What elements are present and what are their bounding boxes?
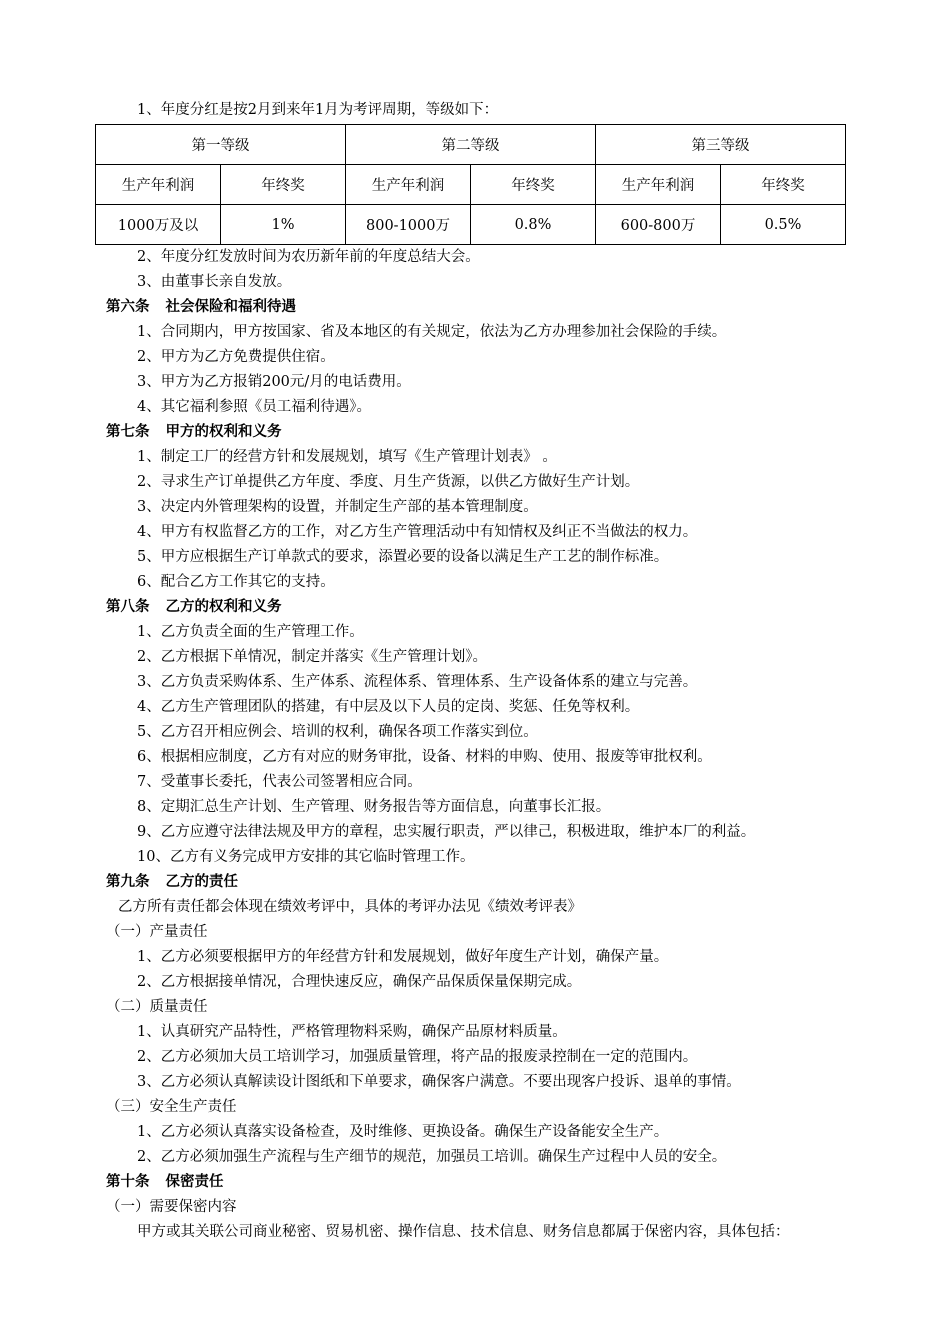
article-10-heading <box>106 1172 224 1192</box>
list-item: 2、寻求生产订单提供乙方年度、季度、月生产货源，以供乙方做好生产计划。 <box>137 474 640 490</box>
list-item: 3、乙方必须认真解读设计图纸和下单要求，确保客户满意。不要出现客户投诉、退单的事情。 <box>137 1074 741 1090</box>
article-title: 社会保险和福利待遇 <box>165 298 296 315</box>
article-title: 甲方的权利和义务 <box>165 423 282 440</box>
list-item: 3、乙方负责采购体系、生产体系、流程体系、管理体系、生产设备体系的建立与完善。 <box>137 674 698 690</box>
level-1-profit: 1000万及以 <box>96 205 221 245</box>
article-number: 第十条 <box>106 1173 150 1190</box>
table-row <box>96 205 846 245</box>
article-8-heading <box>106 597 282 617</box>
list-item: 1、乙方必须要根据甲方的年经营方针和发展规划，做好年度生产计划，确保产量。 <box>137 949 669 965</box>
level-3-profit: 600-800万 <box>596 205 721 245</box>
bonus-header: 年终奖 <box>721 165 846 205</box>
level-2-bonus: 0.8% <box>471 205 596 245</box>
section-heading: （二）质量责任 <box>106 999 208 1015</box>
level-2-profit: 800-1000万 <box>346 205 471 245</box>
profit-header: 生产年利润 <box>346 165 471 205</box>
section-heading: （一）需要保密内容 <box>106 1199 237 1215</box>
list-item: 2、乙方必须加大员工培训学习，加强质量管理，将产品的报废录控制在一定的范围内。 <box>137 1049 698 1065</box>
list-item: 3、决定内外管理架构的设置，并制定生产部的基本管理制度。 <box>137 499 538 515</box>
article-10-text: 甲方或其关联公司商业秘密、贸易机密、操作信息、技术信息、财务信息都属于保密内容，具体包括： <box>137 1224 790 1240</box>
list-item: 8、定期汇总生产计划、生产管理、财务报告等方面信息，向董事长汇报。 <box>137 799 611 815</box>
bonus-header: 年终奖 <box>221 165 346 205</box>
bonus-intro: 1、年度分红是按2月到来年1月为考评周期，等级如下： <box>137 102 499 118</box>
article-title: 乙方的权利和义务 <box>165 598 282 615</box>
article-title: 乙方的责任 <box>165 873 238 890</box>
bonus-grade-table <box>95 124 846 245</box>
list-item: 4、其它福利参照《员工福利待遇》。 <box>137 399 371 415</box>
section-heading: （一）产量责任 <box>106 924 208 940</box>
list-item: 5、乙方召开相应例会、培训的权利，确保各项工作落实到位。 <box>137 724 538 740</box>
list-item: 1、认真研究产品特性，严格管理物料采购，确保产品原材料质量。 <box>137 1024 567 1040</box>
article-number: 第六条 <box>106 298 150 315</box>
list-item: 1、乙方负责全面的生产管理工作。 <box>137 624 364 640</box>
level-1-bonus: 1% <box>221 205 346 245</box>
profit-header: 生产年利润 <box>596 165 721 205</box>
article-6-heading <box>106 297 296 317</box>
list-item: 1、制定工厂的经营方针和发展规划，填写《生产管理计划表》 。 <box>137 449 557 465</box>
level-1-header: 第一等级 <box>96 125 346 165</box>
list-item: 1、乙方必须认真落实设备检查，及时维修、更换设备。确保生产设备能安全生产。 <box>137 1124 669 1140</box>
list-item: 6、配合乙方工作其它的支持。 <box>137 574 335 590</box>
list-item: 2、年度分红发放时间为农历新年前的年度总结大会。 <box>137 249 480 265</box>
level-2-header: 第二等级 <box>346 125 596 165</box>
profit-header: 生产年利润 <box>96 165 221 205</box>
list-item: 4、甲方有权监督乙方的工作，对乙方生产管理活动中有知情权及纠正不当做法的权力。 <box>137 524 698 540</box>
article-number: 第九条 <box>106 873 150 890</box>
list-item: 9、乙方应遵守法律法规及甲方的章程，忠实履行职责，严以律己，积极进取，维护本厂的利益。 <box>137 824 756 840</box>
list-item: 2、甲方为乙方免费提供住宿。 <box>137 349 335 365</box>
level-3-bonus: 0.5% <box>721 205 846 245</box>
article-7-heading <box>106 422 282 442</box>
article-9-heading <box>106 872 238 892</box>
list-item: 2、乙方必须加强生产流程与生产细节的规范，加强员工培训。确保生产过程中人员的安全。 <box>137 1149 727 1165</box>
article-number: 第七条 <box>106 423 150 440</box>
article-title: 保密责任 <box>165 1173 224 1190</box>
list-item: 2、乙方根据下单情况，制定并落实《生产管理计划》。 <box>137 649 487 665</box>
list-item: 4、乙方生产管理团队的搭建，有中层及以下人员的定岗、奖惩、任免等权利。 <box>137 699 640 715</box>
list-item: 7、受董事长委托，代表公司签署相应合同。 <box>137 774 422 790</box>
section-heading: （三）安全生产责任 <box>106 1099 237 1115</box>
table-row <box>96 125 846 165</box>
list-item: 2、乙方根据接单情况，合理快速反应，确保产品保质保量保期完成。 <box>137 974 582 990</box>
list-item: 3、由董事长亲自发放。 <box>137 274 292 290</box>
article-9-intro: 乙方所有责任都会体现在绩效考评中，具体的考评办法见《绩效考评表》 <box>118 899 582 915</box>
list-item: 1、合同期内，甲方按国家、省及本地区的有关规定，依法为乙方办理参加社会保险的手续。 <box>137 324 727 340</box>
list-item: 3、甲方为乙方报销200元/月的电话费用。 <box>137 374 411 390</box>
table-row <box>96 165 846 205</box>
list-item: 5、甲方应根据生产订单款式的要求，添置必要的设备以满足生产工艺的制作标准。 <box>137 549 669 565</box>
level-3-header: 第三等级 <box>596 125 846 165</box>
bonus-header: 年终奖 <box>471 165 596 205</box>
list-item: 6、根据相应制度，乙方有对应的财务审批，设备、材料的申购、使用、报废等审批权利。 <box>137 749 712 765</box>
list-item: 10、乙方有义务完成甲方安排的其它临时管理工作。 <box>137 849 475 865</box>
article-number: 第八条 <box>106 598 150 615</box>
